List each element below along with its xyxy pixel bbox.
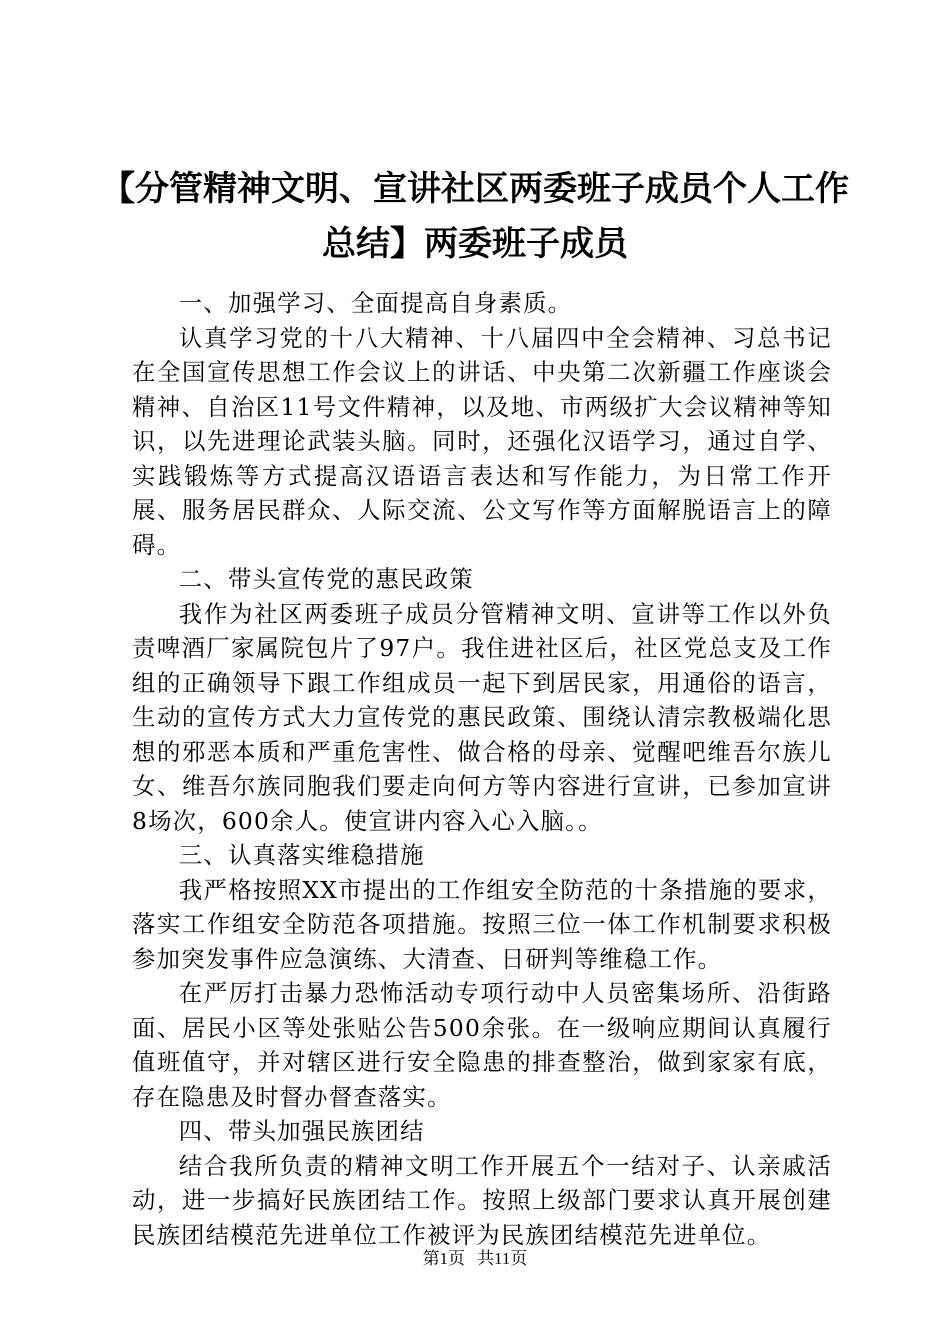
section-paragraph: 结合我所负责的精神文明工作开展五个一结对子、认亲戚活动，进一步搞好民族团结工作。按照上级部门要求认真开展创建民族团结模范先进单位工作被评为民族团结模范先进单位。 <box>132 1151 832 1249</box>
section-heading: 四、带头加强民族团结 <box>178 1117 425 1145</box>
page-footer <box>0 1248 950 1270</box>
document-title: 【分管精神文明、宣讲社区两委班子成员个人工作总结】两委班子成员 <box>101 169 849 264</box>
section-heading: 一、加强学习、全面提高自身素质。 <box>178 289 573 317</box>
section-paragraph: 认真学习党的十八大精神、十八届四中全会精神、习总书记在全国宣传思想工作会议上的讲话、中央第二次新疆工作座谈会精神、自治区11号文件精神，以及地、市两级扩大会议精神等知识，以先进理论武装头脑。同时，还强化汉语学习，通过自学、实践锻炼等方式提高汉语语言表达和写作能力，为日常工作开展、服务居民群众、人际交流、公文写作等方面解脱语言上的障碍。 <box>132 323 832 559</box>
section-paragraph: 我作为社区两委班子成员分管精神文明、宣讲等工作以外负责啤酒厂家属院包片了97户。我住进社区后，社区党总支及工作组的正确领导下跟工作组成员一起下到居民家，用通俗的语言，生动的宣传方式大力宣传党的惠民政策、围绕认清宗教极端化思想的邪恶本质和严重危害性、做合格的母亲、觉醒吧维吾尔族儿女、维吾尔族同胞我们要走向何方等内容进行宣讲，已参加宣讲8场次，600余人。使宣讲内容入心入脑。。 <box>132 599 832 835</box>
section-paragraph: 在严厉打击暴力恐怖活动专项行动中人员密集场所、沿街路面、居民小区等处张贴公告500余张。在一级响应期间认真履行值班值守，并对辖区进行安全隐患的排查整治，做到家家有底，存在隐患及时督办督查落实。 <box>132 979 832 1111</box>
page-number: 第1页 <box>422 1249 466 1268</box>
section-paragraph: 我严格按照XX市提出的工作组安全防范的十条措施的要求，落实工作组安全防范各项措施。按照三位一体工作机制要求积极参加突发事件应急演练、大清查、日研判等维稳工作。 <box>132 875 832 973</box>
section-heading: 二、带头宣传党的惠民政策 <box>178 565 474 593</box>
page-total: 共11页 <box>477 1249 528 1268</box>
document-body <box>132 286 832 1252</box>
section-heading: 三、认真落实维稳措施 <box>178 841 425 869</box>
